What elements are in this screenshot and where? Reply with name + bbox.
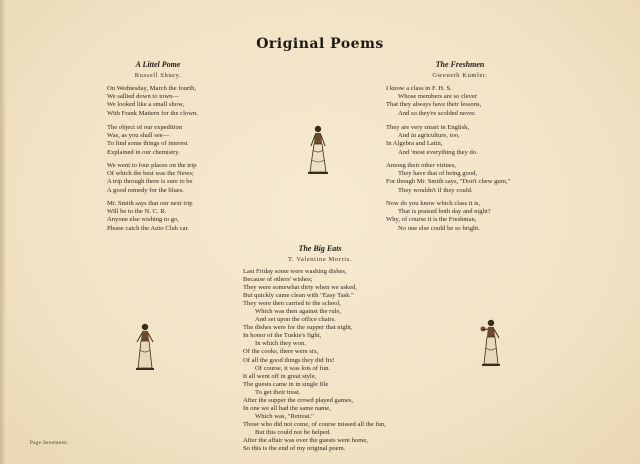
poem-title: A Littel Pome bbox=[135, 60, 181, 69]
poem-stanza: They are very smart in English, And in agriculture, too, In Algebra and Latin, And 'most everything they do. bbox=[386, 124, 478, 156]
page-spine bbox=[0, 0, 7, 464]
poem-author: Russell Shuey. bbox=[134, 72, 182, 79]
poem-stanza: On Wednesday, March the fourth, We sallied down to town— We looked like a small show, With Frank Mattern for the clown. bbox=[107, 85, 198, 117]
poem-stanza: Now do you know which class it is, That is praised both day and night? Why, of course it is the Freshman, No one else could be so bright. bbox=[386, 200, 491, 232]
woman-figure-icon bbox=[306, 124, 330, 176]
page-number: Page Seventeen bbox=[30, 441, 68, 446]
page-title: Original Poems bbox=[256, 36, 384, 52]
poem-stanza: I know a class in F. H. S. Whose members are so clever That they always have their lessons, And so they're scolded never. bbox=[386, 85, 482, 117]
woman-figure-icon bbox=[478, 318, 504, 368]
poem-stanza: The object of our expedition Was, as you shall see— To find some things of interest Explained in our chemistry. bbox=[107, 124, 188, 156]
poem-stanza: Among their other virtues, They have that of being good, For though Mr. Smith says, "Don't chew gum," They wouldn't if they could. bbox=[386, 162, 511, 194]
poem-body: Last Friday some were washing dishes, Because of others' wishes; They were somewhat dirty when we asked, But quickly came clean with "Easy Task." They were then carried to the school, Which was then against the rule, And set upon the office chairs. The dishes were for the supper that night, In honor of the Tuskie's fight, In which they won. Of the cooks, there were six, Of all the good things they did fix! Of course, it was lots of fun. It all went off in great style, The guests came in in single file To get their treat. After the supper the crowd played games, In one we all had the same name, Which was, "Retreat." Those who did not come, of course missed all the fun, But this could not be helped. After the affair was over the guests went home, So this is the end of my original poem. bbox=[243, 268, 386, 453]
poem-author: T. Valentine Morris. bbox=[287, 256, 353, 263]
poem-title: The Freshmen bbox=[435, 60, 485, 69]
woman-figure-icon bbox=[133, 322, 157, 372]
poem-author: Gweneth Kumler. bbox=[432, 72, 488, 79]
poem-title: The Big Eats bbox=[298, 244, 342, 253]
poem-stanza: We went to four places on the trip Of which the best was the News; A trip through there is sure to be A good remedy for the blues. bbox=[107, 162, 197, 194]
poem-stanza: Mr. Smith says that our next trip Will be to the N. C. R. Anyone else wishing to go, Please catch the Auto Club car. bbox=[107, 200, 193, 232]
